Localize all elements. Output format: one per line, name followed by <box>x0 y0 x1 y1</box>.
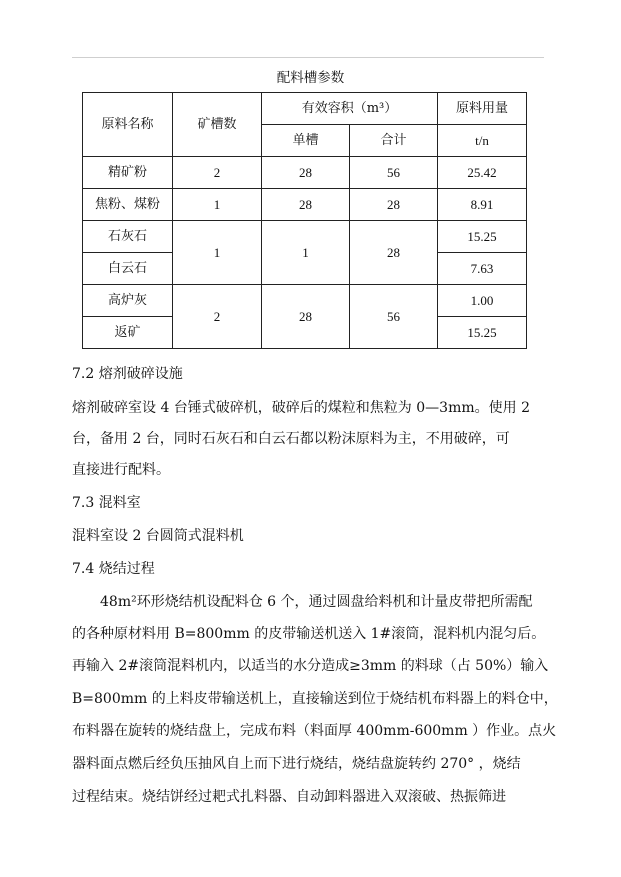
header-row <box>83 93 527 125</box>
material-usage: 7.63 <box>438 253 527 285</box>
paragraph-line: B=800mm 的上料皮带输送机上，直接输送到位于烧结机布料器上的料仓中， <box>72 691 558 707</box>
total-volume: 56 <box>350 285 438 349</box>
material-usage: 1.00 <box>438 285 527 317</box>
material-name: 高炉灰 <box>83 285 173 317</box>
bin-count: 1 <box>173 221 262 285</box>
header-rule <box>72 57 544 58</box>
material-usage: 8.91 <box>438 189 527 221</box>
paragraph-line: 台，备用 2 台，同时石灰石和白云石都以粉沫原料为主，不用破碎，可 <box>72 431 510 447</box>
header-total: 合计 <box>350 125 438 157</box>
single-volume: 28 <box>262 285 350 349</box>
paragraph-line: 48m²环形烧结机设配料仓 6 个，通过圆盘给料机和计量皮带把所需配 <box>100 594 533 610</box>
total-volume: 28 <box>350 221 438 285</box>
material-name: 精矿粉 <box>83 157 173 189</box>
total-volume: 56 <box>350 157 438 189</box>
header-consumption-unit: t/n <box>438 125 527 157</box>
material-usage: 15.25 <box>438 317 527 349</box>
section-7-3-heading: 7.3 混料室 <box>72 495 141 511</box>
header-single-bin: 单槽 <box>262 125 350 157</box>
paragraph-line: 过程结束。烧结饼经过耙式扎料器、自动卸料器进入双滚破、热振筛进 <box>72 789 506 805</box>
table-row <box>83 221 527 253</box>
header-material-name: 原料名称 <box>83 93 173 157</box>
paragraph-line: 直接进行配料。 <box>72 462 170 478</box>
material-usage: 15.25 <box>438 221 527 253</box>
material-name: 石灰石 <box>83 221 173 253</box>
single-volume: 28 <box>262 157 350 189</box>
table-title: 配料槽参数 <box>276 70 345 86</box>
paragraph-line: 混料室设 2 台圆筒式混料机 <box>72 528 244 544</box>
bin-count: 2 <box>173 285 262 349</box>
material-name: 焦粉、煤粉 <box>83 189 173 221</box>
paragraph-line: 熔剂破碎室设 4 台锤式破碎机，破碎后的煤粒和焦粒为 0—3mm。使用 2 <box>72 400 530 416</box>
bin-count: 1 <box>173 189 262 221</box>
header-effective-volume: 有效容积（m³） <box>262 93 438 125</box>
material-name: 返矿 <box>83 317 173 349</box>
bin-count: 2 <box>173 157 262 189</box>
paragraph-line: 器料面点燃后经负压抽风自上而下进行烧结，烧结盘旋转约 270° ，烧结 <box>72 756 521 772</box>
single-volume: 28 <box>262 189 350 221</box>
total-volume: 28 <box>350 189 438 221</box>
single-volume: 1 <box>262 221 350 285</box>
header-consumption: 原料用量 <box>438 93 527 125</box>
header-bin-count: 矿槽数 <box>173 93 262 157</box>
paragraph-line: 布料器在旋转的烧结盘上，完成布料（料面厚 400mm-600mm ）作业。点火 <box>72 723 557 739</box>
section-7-4-heading: 7.4 烧结过程 <box>72 561 155 577</box>
table-row <box>83 285 527 317</box>
paragraph-line: 再输入 2#滚筒混料机内，以适当的水分造成≥3mm 的料球（占 50%）输入 <box>72 658 549 674</box>
material-name: 白云石 <box>83 253 173 285</box>
paragraph-line: 的各种原材料用 B=800mm 的皮带输送机送入 1#滚筒，混料机内混匀后。 <box>72 626 546 642</box>
section-7-2-heading: 7.2 熔剂破碎设施 <box>72 366 183 382</box>
bin-parameters-table <box>82 92 527 349</box>
table-row <box>83 157 527 189</box>
table-row <box>83 189 527 221</box>
material-usage: 25.42 <box>438 157 527 189</box>
